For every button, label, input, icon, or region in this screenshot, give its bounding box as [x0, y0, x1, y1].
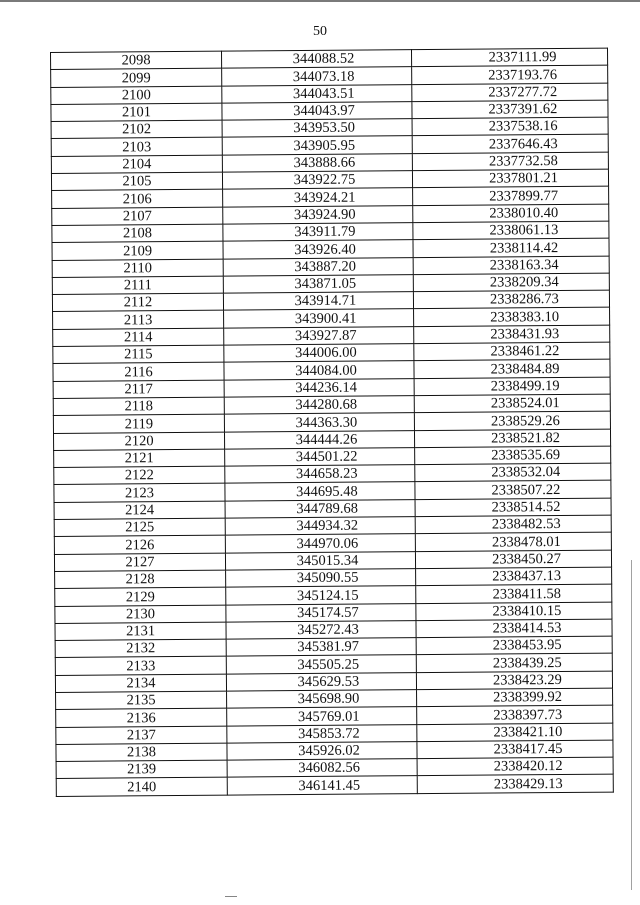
point-number-cell: 2131 — [55, 622, 226, 641]
y-coordinate-cell: 2337646.43 — [412, 135, 608, 154]
point-number-cell: 2133 — [55, 657, 226, 676]
point-number-cell: 2108 — [52, 224, 223, 243]
page-number: 50 — [313, 24, 327, 39]
y-coordinate-cell: 2338453.95 — [416, 636, 612, 655]
y-coordinate-cell: 2338414.53 — [416, 619, 612, 638]
x-coordinate-cell: 345124.15 — [226, 586, 416, 605]
y-coordinate-cell: 2338450.27 — [415, 550, 611, 569]
x-coordinate-cell: 345853.72 — [227, 724, 417, 743]
x-coordinate-cell: 344073.18 — [222, 67, 412, 86]
point-number-cell: 2140 — [56, 778, 227, 797]
point-number-cell: 2130 — [55, 605, 226, 624]
y-coordinate-cell: 2338461.22 — [414, 342, 610, 361]
coordinates-table-container — [50, 48, 612, 797]
y-coordinate-cell: 2338010.40 — [413, 204, 609, 223]
y-coordinate-cell: 2338397.73 — [417, 705, 613, 724]
point-number-cell: 2122 — [54, 466, 225, 485]
point-number-cell: 2132 — [55, 639, 226, 658]
x-coordinate-cell: 344695.48 — [225, 482, 415, 501]
point-number-cell: 2113 — [53, 311, 224, 330]
x-coordinate-cell: 343924.90 — [223, 205, 413, 224]
x-coordinate-cell: 344043.51 — [222, 84, 412, 103]
y-coordinate-cell: 2338410.15 — [416, 602, 612, 621]
point-number-cell: 2100 — [51, 86, 222, 105]
point-number-cell: 2139 — [56, 760, 227, 779]
x-coordinate-cell: 343922.75 — [222, 171, 412, 190]
point-number-cell: 2107 — [52, 207, 223, 226]
x-coordinate-cell: 344088.52 — [221, 50, 411, 69]
coordinates-table-body — [51, 48, 614, 796]
point-number-cell: 2110 — [52, 259, 223, 278]
point-number-cell: 2101 — [51, 103, 222, 122]
y-coordinate-cell: 2338507.22 — [415, 481, 611, 500]
x-coordinate-cell: 345769.01 — [227, 707, 417, 726]
y-coordinate-cell: 2338429.13 — [417, 775, 613, 794]
y-coordinate-cell: 2338286.73 — [413, 290, 609, 309]
x-coordinate-cell: 345629.53 — [226, 672, 416, 691]
point-number-cell: 2116 — [53, 362, 224, 381]
y-coordinate-cell: 2337193.76 — [412, 65, 608, 84]
y-coordinate-cell: 2338437.13 — [416, 567, 612, 586]
point-number-cell: 2112 — [52, 293, 223, 312]
x-coordinate-cell: 344658.23 — [225, 465, 415, 484]
y-coordinate-cell: 2337732.58 — [412, 152, 608, 171]
y-coordinate-cell: 2338484.89 — [414, 359, 610, 378]
point-number-cell: 2138 — [56, 743, 227, 762]
point-number-cell: 2124 — [54, 501, 225, 520]
x-coordinate-cell: 344043.97 — [222, 102, 412, 121]
x-coordinate-cell: 343953.50 — [222, 119, 412, 138]
x-coordinate-cell: 343924.21 — [223, 188, 413, 207]
y-coordinate-cell: 2338529.26 — [414, 411, 610, 430]
y-coordinate-cell: 2338499.19 — [414, 377, 610, 396]
y-coordinate-cell: 2337277.72 — [412, 83, 608, 102]
point-number-cell: 2129 — [55, 587, 226, 606]
coordinates-table — [50, 48, 614, 797]
y-coordinate-cell: 2338478.01 — [415, 532, 611, 551]
x-coordinate-cell: 343905.95 — [222, 136, 412, 155]
point-number-cell: 2118 — [53, 397, 224, 416]
scan-top-edge — [0, 0, 640, 2]
x-coordinate-cell: 345174.57 — [226, 603, 416, 622]
x-coordinate-cell: 344006.00 — [224, 344, 414, 363]
x-coordinate-cell: 343900.41 — [224, 309, 414, 328]
y-coordinate-cell: 2338383.10 — [414, 308, 610, 327]
point-number-cell: 2137 — [56, 726, 227, 745]
x-coordinate-cell: 344363.30 — [224, 413, 414, 432]
point-number-cell: 2103 — [51, 138, 222, 157]
y-coordinate-cell: 2338431.93 — [414, 325, 610, 344]
point-number-cell: 2120 — [53, 432, 224, 451]
x-coordinate-cell: 344501.22 — [225, 447, 415, 466]
point-number-cell: 2128 — [55, 570, 226, 589]
x-coordinate-cell: 344236.14 — [224, 378, 414, 397]
point-number-cell: 2106 — [52, 190, 223, 209]
x-coordinate-cell: 344280.68 — [224, 396, 414, 415]
x-coordinate-cell: 343887.20 — [223, 257, 413, 276]
y-coordinate-cell: 2338514.52 — [415, 498, 611, 517]
y-coordinate-cell: 2338524.01 — [414, 394, 610, 413]
x-coordinate-cell: 344970.06 — [225, 534, 415, 553]
table-row — [56, 775, 613, 797]
y-coordinate-cell: 2338532.04 — [415, 463, 611, 482]
x-coordinate-cell: 345090.55 — [226, 569, 416, 588]
x-coordinate-cell: 344444.26 — [224, 430, 414, 449]
x-coordinate-cell: 346082.56 — [227, 759, 417, 778]
x-coordinate-cell: 344934.32 — [225, 517, 415, 536]
point-number-cell: 2099 — [51, 68, 222, 87]
y-coordinate-cell: 2338061.13 — [413, 221, 609, 240]
scan-right-edge — [631, 560, 632, 890]
point-number-cell: 2121 — [54, 449, 225, 468]
y-coordinate-cell: 2337111.99 — [411, 48, 607, 67]
y-coordinate-cell: 2338421.10 — [417, 723, 613, 742]
point-number-cell: 2125 — [54, 518, 225, 537]
point-number-cell: 2134 — [55, 674, 226, 693]
y-coordinate-cell: 2337899.77 — [413, 186, 609, 205]
y-coordinate-cell: 2338521.82 — [414, 429, 610, 448]
y-coordinate-cell: 2338420.12 — [417, 757, 613, 776]
x-coordinate-cell: 345381.97 — [226, 638, 416, 657]
x-coordinate-cell: 344084.00 — [224, 361, 414, 380]
point-number-cell: 2117 — [53, 380, 224, 399]
point-number-cell: 2111 — [52, 276, 223, 295]
point-number-cell: 2105 — [51, 172, 222, 191]
point-number-cell: 2114 — [53, 328, 224, 347]
y-coordinate-cell: 2338439.25 — [416, 653, 612, 672]
x-coordinate-cell: 345926.02 — [227, 742, 417, 761]
x-coordinate-cell: 346141.45 — [227, 776, 417, 795]
y-coordinate-cell: 2338411.58 — [416, 584, 612, 603]
point-number-cell: 2109 — [52, 241, 223, 260]
point-number-cell: 2115 — [53, 345, 224, 364]
x-coordinate-cell: 343926.40 — [223, 240, 413, 259]
x-coordinate-cell: 343927.87 — [224, 326, 414, 345]
x-coordinate-cell: 343888.66 — [222, 153, 412, 172]
point-number-cell: 2119 — [53, 414, 224, 433]
y-coordinate-cell: 2338482.53 — [415, 515, 611, 534]
point-number-cell: 2136 — [56, 708, 227, 727]
y-coordinate-cell: 2338399.92 — [417, 688, 613, 707]
y-coordinate-cell: 2338535.69 — [415, 446, 611, 465]
point-number-cell: 2098 — [51, 51, 222, 70]
x-coordinate-cell: 345272.43 — [226, 620, 416, 639]
y-coordinate-cell: 2338423.29 — [416, 671, 612, 690]
x-coordinate-cell: 345698.90 — [227, 690, 417, 709]
y-coordinate-cell: 2338417.45 — [417, 740, 613, 759]
x-coordinate-cell: 344789.68 — [225, 499, 415, 518]
point-number-cell: 2123 — [54, 484, 225, 503]
x-coordinate-cell: 343911.79 — [223, 223, 413, 242]
y-coordinate-cell: 2338114.42 — [413, 238, 609, 257]
y-coordinate-cell: 2337538.16 — [412, 117, 608, 136]
scan-bottom-mark — [225, 896, 237, 897]
point-number-cell: 2126 — [54, 535, 225, 554]
y-coordinate-cell: 2338163.34 — [413, 256, 609, 275]
point-number-cell: 2102 — [51, 120, 222, 139]
point-number-cell: 2135 — [56, 691, 227, 710]
y-coordinate-cell: 2337801.21 — [412, 169, 608, 188]
point-number-cell: 2104 — [51, 155, 222, 174]
x-coordinate-cell: 345505.25 — [226, 655, 416, 674]
point-number-cell: 2127 — [54, 553, 225, 572]
x-coordinate-cell: 345015.34 — [225, 551, 415, 570]
y-coordinate-cell: 2338209.34 — [413, 273, 609, 292]
y-coordinate-cell: 2337391.62 — [412, 100, 608, 119]
x-coordinate-cell: 343871.05 — [223, 275, 413, 294]
x-coordinate-cell: 343914.71 — [223, 292, 413, 311]
